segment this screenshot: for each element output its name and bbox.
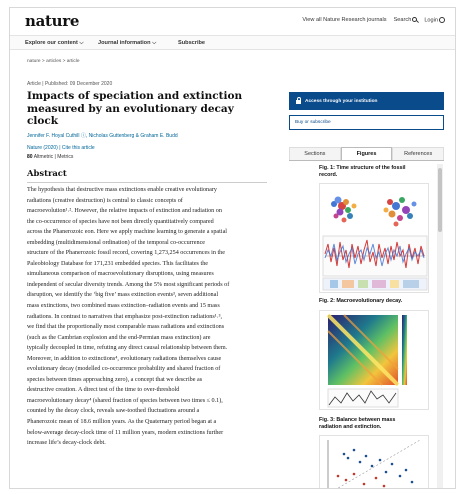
nature-logo[interactable]: nature (25, 12, 80, 30)
header-links (302, 17, 445, 23)
figure-2-image (320, 311, 429, 410)
abstract-line: mass extinctions, two combined mass extinction–radiation events and 15 mass (27, 303, 220, 310)
tab-sections[interactable]: Sections (289, 147, 341, 160)
abstract-line: counted by the decay clock, reveals saw-toothed fluctuations around a (27, 408, 200, 415)
article-title-line: measured by an evolutionary decay clock (27, 102, 234, 127)
figure-1-caption[interactable] (319, 165, 429, 179)
figure-caption-line: Fig. 2: Macroevolutionary decay. (319, 298, 403, 304)
abstract-line: across the Phanerozoic eon. Here we apply machine learning to generate a spatial (27, 229, 227, 236)
browser-page (9, 7, 456, 489)
figures-panel (289, 163, 434, 488)
sidebar-scrollbar[interactable] (437, 164, 443, 488)
abstract-line: macroevolutionary decay⁴ (shared fraction of species between two times ≤ 0.1), (27, 397, 223, 404)
login-button[interactable] (424, 17, 445, 23)
figure-caption-line: Fig. 1: Time structure of the fossil (319, 165, 406, 171)
search-icon (412, 17, 417, 22)
tab-figures[interactable]: Figures (341, 147, 393, 160)
buy-or-subscribe-button[interactable]: Buy or subscribe (289, 115, 444, 130)
abstract-line: Paleobiology Database for 171,231 embedded species. This facilitates the (27, 260, 208, 267)
abstract-line: (such as the Cambrian explosion and the end-Permian mass extinction) are (27, 334, 211, 341)
abstract-line: independent of secular diversity trends. Among the 5% most significant periods of (27, 281, 230, 288)
abstract-line: Moreover, in addition to extinctions⁴, evolutionary radiations themselves cause (27, 355, 222, 362)
abstract-line: The hypothesis that destructive mass extinctions enable creative evolutionary (27, 187, 217, 193)
abstract-body (27, 185, 267, 449)
main-nav (10, 35, 455, 50)
figure-2-thumbnail[interactable] (319, 310, 429, 410)
breadcrumb[interactable]: nature > articles > article (27, 59, 80, 64)
figure-1-thumbnail[interactable] (319, 183, 429, 293)
nav-subscribe[interactable]: Subscribe (178, 39, 206, 46)
article-metrics[interactable] (27, 154, 73, 160)
abstract-line: structure of the Phanerozoic fossil record, covering 1,273,254 occurrences in the (27, 250, 225, 257)
abstract-line: disruption, we identify the ‘big five’ mass extinction events³, seven additional (27, 292, 219, 299)
abstract-line: destructive creation. A direct test of the time to over-threshold (27, 387, 180, 394)
site-header (10, 8, 455, 35)
scrollbar-thumb[interactable] (438, 168, 442, 232)
figure-3-caption[interactable] (319, 417, 429, 431)
abstract-line: the co-occurrence of species have not been directly quantitatively compared (27, 218, 214, 225)
figure-1-image (320, 184, 429, 293)
abstract-line: below-average decay-clock time of 11 million years, modern extinctions further (27, 429, 224, 436)
figure-3-image (320, 436, 429, 488)
figure-3-thumbnail[interactable] (319, 435, 429, 488)
article-meta: Article | Published: 09 December 2020 (27, 81, 113, 87)
search-label: Search (393, 17, 412, 24)
article-title-line: Impacts of speciation and extinction (27, 90, 243, 102)
figure-caption-line: record. (319, 172, 338, 178)
login-label: Login (424, 17, 438, 24)
journal-citation[interactable]: Nature (2020) | Cite this article (27, 145, 95, 151)
search-button[interactable] (394, 17, 418, 23)
access-institution-button[interactable] (289, 92, 444, 110)
abstract-line: macroevolution¹˒². However, the relative impacts of extinction and radiation on (27, 208, 222, 215)
abstract-heading: Abstract (27, 168, 267, 183)
nav-journal-information[interactable]: Journal information ⌵ (98, 39, 157, 46)
view-all-journals-link[interactable]: View all Nature Research journals (302, 17, 387, 24)
abstract-line: we find that the proportionally most comparable mass radiations and extinctions (27, 324, 225, 331)
user-icon (439, 17, 445, 23)
figure-2-caption[interactable] (319, 298, 429, 305)
author-list[interactable]: Jennifer F. Hoyal Cuthill ⓘ, Nicholas Guttenberg & Graham E. Budd (27, 133, 178, 139)
abstract-line: Phanerozoic mean of 18.6 million years. As the Quaternary period began at a (27, 419, 217, 426)
access-label: Access through your institution (305, 98, 378, 104)
lock-icon (296, 97, 301, 103)
tab-references[interactable]: References (392, 147, 444, 160)
abstract-line: embedding (multidimensional ordination) of the temporal co-occurrence (27, 239, 206, 246)
altmetric-score: 80 (27, 154, 33, 160)
figure-caption-line: Fig. 3: Balance between mass (319, 417, 396, 423)
abstract-line: simultaneous comparison of macroevolutionary disruptions, using measures (27, 271, 214, 278)
nav-explore-content[interactable]: Explore our content ⌵ (25, 39, 84, 46)
abstract-line: typically decoupled in time, refuting any direct causal relationship between them. (27, 345, 228, 352)
sidebar-tabs (289, 147, 444, 161)
metrics-label[interactable]: Altmetric | Metrics (33, 154, 74, 160)
abstract-line: radiations. In contrast to narratives that emphasize post-extinction radiations¹˒³, (27, 313, 223, 320)
abstract-line: evolutionary decay (modelled co-occurrence probability and shared fraction of (27, 366, 221, 373)
abstract-line: increase life’s decay-clock debt. (27, 440, 106, 447)
figure-caption-line: radiation and extinction. (319, 424, 382, 430)
article-title (27, 90, 252, 128)
abstract-line: species between times approaching zero), a concept that we describe as (27, 376, 203, 383)
abstract-line: radiations (creative destruction) is central to classic concepts of (27, 197, 183, 204)
